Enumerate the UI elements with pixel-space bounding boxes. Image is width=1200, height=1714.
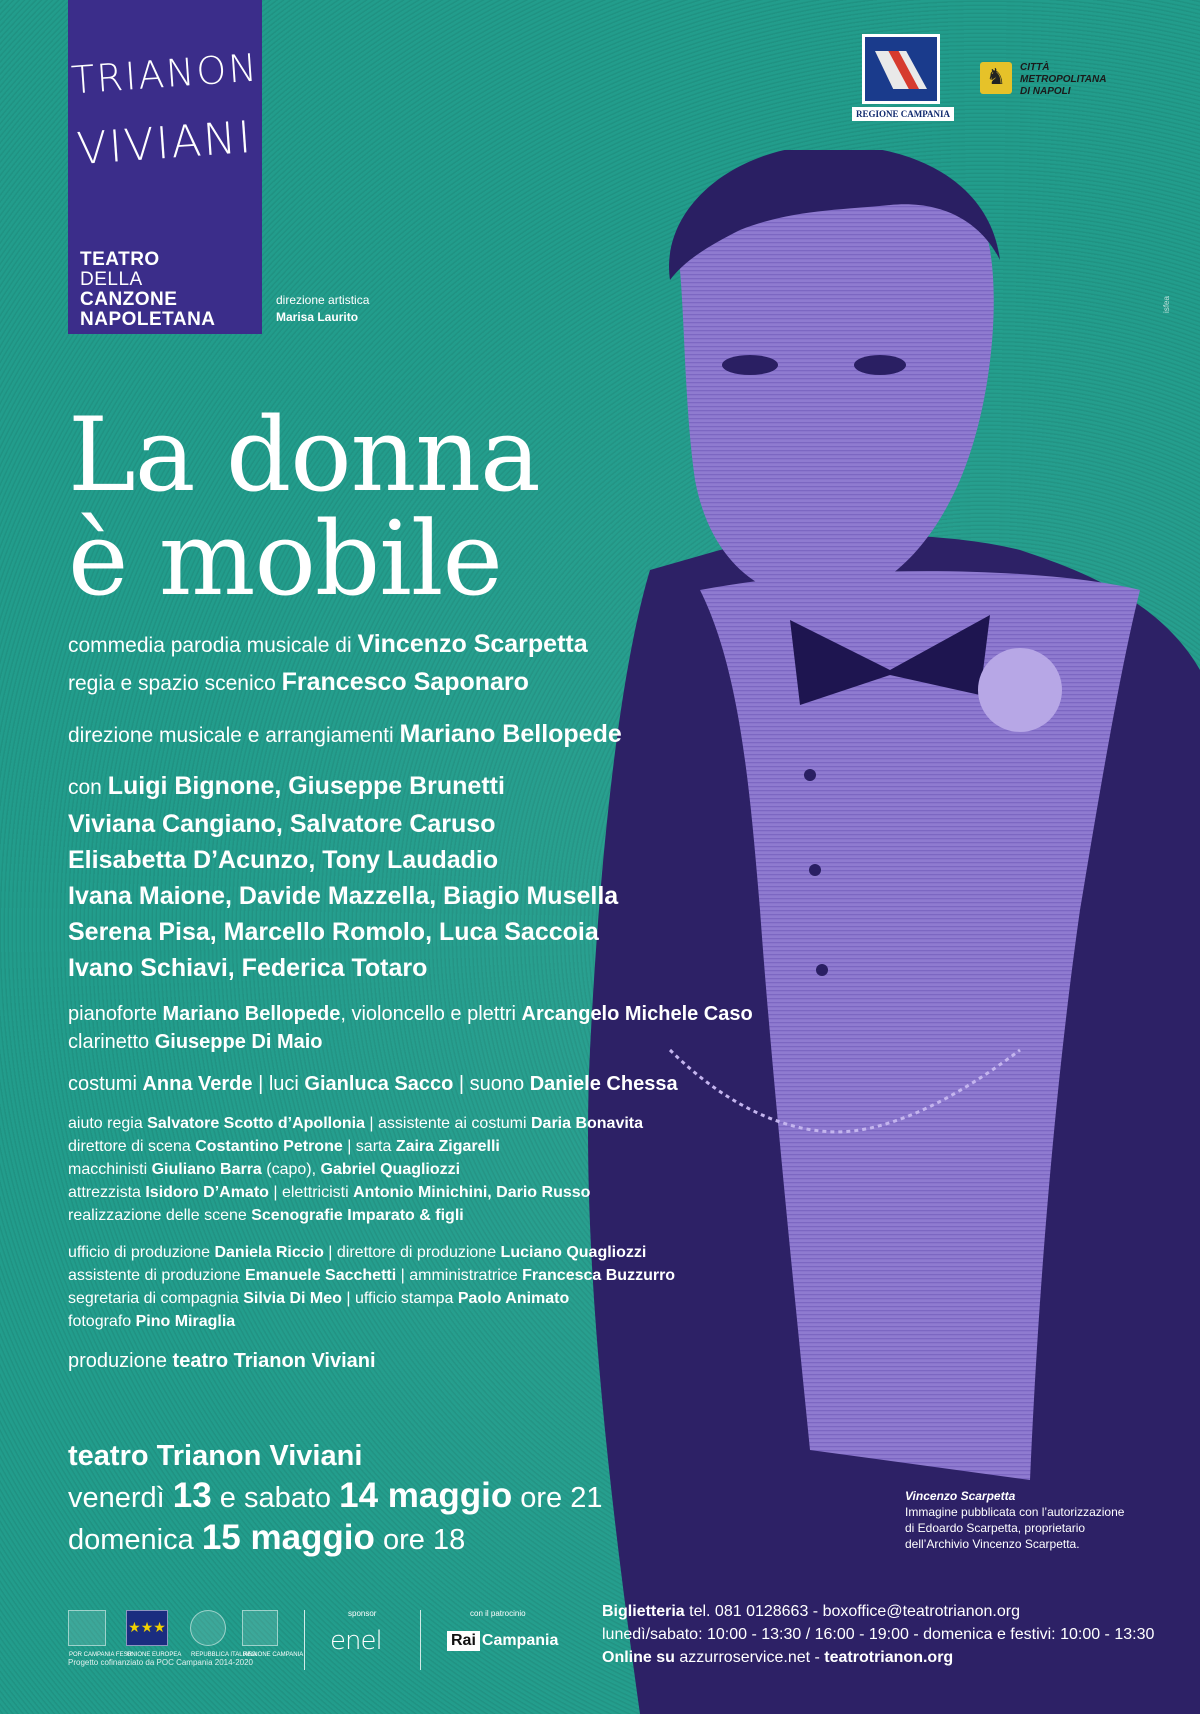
credit-musicians: pianoforte Mariano Bellopede, violoncello e plettri Arcangelo Michele Caso [68, 1003, 753, 1025]
horse-icon: ♞ [980, 62, 1012, 94]
box-office-info [602, 1600, 1192, 1669]
box-office-online: Online su azzurroservice.net - teatrotrianon.org [602, 1649, 954, 1666]
credits [68, 626, 888, 1375]
title-line-1: La donna [68, 396, 540, 515]
show-title [68, 396, 540, 619]
direction-name: Marisa Laurito [276, 310, 359, 324]
logo-subtitle [80, 250, 260, 330]
logo-sub-teatro: TEATRO [80, 249, 160, 270]
credit-production-4: fotografo Pino Miraglia [68, 1313, 236, 1330]
side-code: isfea [1161, 296, 1171, 313]
credit-design: costumi Anna Verde | luci Gianluca Sacco | suono Daniele Chessa [68, 1073, 678, 1095]
logo-sub-canzone: CANZONE [80, 289, 178, 310]
regione-label: REGIONE CAMPANIA [852, 107, 954, 121]
logo-sub-napoletana: NAPOLETANA [80, 309, 216, 330]
credit-staff-3: macchinisti Giuliano Barra (capo), Gabriel Quagliozzi [68, 1161, 461, 1178]
cast-line: Ivano Schiavi, Federica Totaro [68, 954, 428, 982]
cast-line: con Luigi Bignone, Giuseppe Brunetti [68, 772, 505, 800]
dates-line-1: venerdì 13 e sabato 14 maggio ore 21 [68, 1476, 603, 1515]
credit-production-2: assistente di produzione Emanuele Sacchetti | amministratrice Francesca Buzzurro [68, 1267, 676, 1284]
citta-metropolitana-emblem [980, 62, 1130, 102]
por-fesr-logo: POR CAMPANIA FESR [68, 1610, 106, 1646]
caption-title: Vincenzo Scarpetta [905, 1489, 1016, 1503]
credit-genre: commedia parodia musicale di Vincenzo Scarpetta [68, 630, 588, 658]
logo-word-viviani: VIVIANI [75, 111, 255, 176]
credit-clarinet: clarinetto Giuseppe Di Maio [68, 1031, 323, 1053]
credit-staff-5: realizzazione delle scene Scenografie Imparato & figli [68, 1207, 464, 1224]
regione-campania-small-logo: REGIONE CAMPANIA [242, 1610, 278, 1646]
patrocinio-label: con il patrocinio [470, 1609, 526, 1618]
repubblica-emblem-icon: REPUBBLICA ITALIANA [190, 1610, 226, 1646]
cast-line: Serena Pisa, Marcello Romolo, Luca Saccoia [68, 918, 599, 946]
cast-line: Ivana Maione, Davide Mazzella, Biagio Musella [68, 882, 619, 910]
poc-note: Progetto cofinanziato da POC Campania 2014-2020 [68, 1658, 254, 1667]
box-office-contact: Biglietteria tel. 081 0128663 - boxoffice@teatrotrianon.org [602, 1603, 1020, 1620]
dates-line-2: domenica 15 maggio ore 18 [68, 1518, 466, 1557]
regione-campania-emblem [852, 34, 954, 122]
direction-label: direzione artistica [276, 293, 370, 307]
sponsor-label: sponsor [348, 1609, 377, 1618]
enel-logo: enel [330, 1626, 382, 1656]
credit-produzione: produzione teatro Trianon Viviani [68, 1350, 376, 1372]
site-link[interactable]: teatrotrianon.org [824, 1649, 954, 1666]
shield-icon [862, 34, 940, 104]
credit-regia: regia e spazio scenico Francesco Saponaro [68, 668, 529, 696]
box-office-hours: lunedì/sabato: 10:00 - 13:30 / 16:00 - 19:00 - domenica e festivi: 10:00 - 13:30 [602, 1626, 1155, 1643]
divider [304, 1610, 305, 1670]
theatre-logo [68, 0, 262, 334]
credit-production-1: ufficio di produzione Daniela Riccio | direttore di produzione Luciano Quagliozzi [68, 1244, 647, 1261]
credit-musica: direzione musicale e arrangiamenti Mariano Bellopede [68, 720, 622, 748]
credit-staff-2: direttore di scena Costantino Petrone | sarta Zaira Zigarelli [68, 1138, 500, 1155]
citta-label: CITTÀ METROPOLITANA DI NAPOLI [1020, 62, 1107, 97]
credit-staff-1: aiuto regia Salvatore Scotto d’Apollonia | assistente ai costumi Daria Bonavita [68, 1115, 644, 1132]
title-line-2: è mobile [68, 500, 502, 619]
venue-name: teatro Trianon Viviani [68, 1440, 363, 1472]
cast-line: Elisabetta D’Acunzo, Tony Laudadio [68, 846, 499, 874]
credit-staff-4: attrezzista Isidoro D’Amato | elettricisti Antonio Minichini, Dario Russo [68, 1184, 591, 1201]
credit-production-3: segretaria di compagnia Silvia Di Meo | ufficio stampa Paolo Animato [68, 1290, 570, 1307]
eu-flag-icon: ★★★ UNIONE EUROPEA [126, 1610, 168, 1646]
logo-sub-della: DELLA [80, 269, 143, 290]
divider [420, 1610, 421, 1670]
artistic-direction [276, 292, 369, 326]
cast-line: Viviana Cangiano, Salvatore Caruso [68, 810, 496, 838]
logo-word-trianon: TRIANON [69, 45, 261, 103]
venue-dates [68, 1436, 603, 1560]
photo-caption: Vincenzo Scarpetta Immagine pubblicata con l’autorizzazione di Edoardo Scarpetta, proprietario dell’Archivio Vincenzo Scarpetta. [905, 1488, 1195, 1552]
rai-campania-logo: Rai Campania [447, 1628, 558, 1654]
